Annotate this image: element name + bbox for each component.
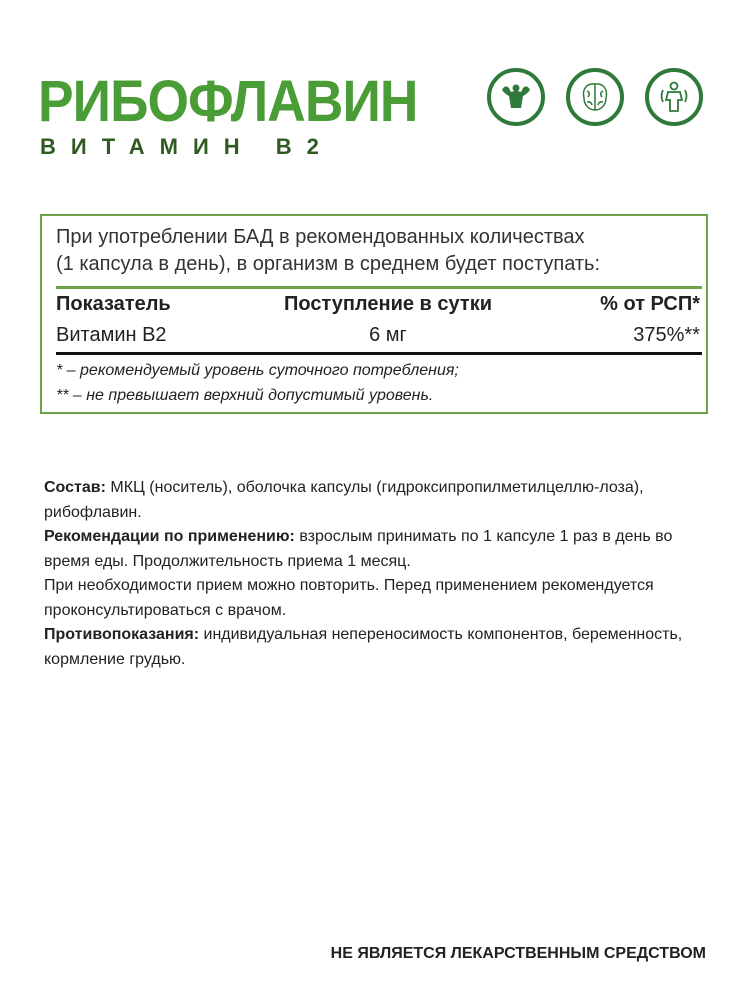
- divider: [56, 286, 702, 289]
- usage-value: взрослым принимать по 1 капсуле 1 раз в день во время еды. Продолжительность приема 1 месяц.: [44, 528, 673, 570]
- cell: 375%**: [633, 324, 700, 346]
- table-header: [56, 293, 700, 316]
- cell: Витамин В2: [56, 324, 167, 346]
- composition-value: МКЦ (носитель), оболочка капсулы (гидроксипропилметилцеллю-лоза), рибофлавин.: [44, 479, 644, 521]
- footnote: * – рекомендуемый уровень суточного потребления;: [56, 362, 459, 379]
- intake-table: [40, 214, 708, 414]
- divider: [56, 352, 702, 355]
- brain-icon: [566, 68, 624, 126]
- usage-label: Рекомендации по применению:: [44, 528, 295, 545]
- disclaimer: НЕ ЯВЛЯЕТСЯ ЛЕКАРСТВЕННЫМ СРЕДСТВОМ: [330, 945, 706, 962]
- muscle-icon: [487, 68, 545, 126]
- product-subtitle: ВИТАМИН В2: [40, 134, 334, 159]
- composition-text: [44, 476, 704, 672]
- intro-line: При употреблении БАД в рекомендованных количествах: [56, 226, 585, 248]
- intro-line: (1 капсула в день), в организм в среднем будет поступать:: [56, 253, 601, 275]
- body-shape-icon: [645, 68, 703, 126]
- product-title: РИБОФЛАВИН: [38, 69, 418, 134]
- contraindications-label: Противопоказания:: [44, 626, 200, 643]
- column-header: % от РСП*: [600, 293, 700, 315]
- repeat-text: При необходимости прием можно повторить. Перед применением рекомендуется проконсультироваться с врачом.: [44, 577, 654, 619]
- composition-label: Состав:: [44, 479, 106, 496]
- footnote: ** – не превышает верхний допустимый уровень.: [56, 387, 434, 404]
- contraindications-value: индивидуальная непереносимость компонентов, беременность, кормление грудью.: [44, 626, 683, 668]
- table-row: [56, 324, 700, 347]
- intake-intro: [56, 224, 600, 278]
- column-header: Поступление в сутки: [283, 293, 492, 315]
- column-header: Показатель: [56, 293, 171, 315]
- cell: 6 мг: [369, 324, 407, 346]
